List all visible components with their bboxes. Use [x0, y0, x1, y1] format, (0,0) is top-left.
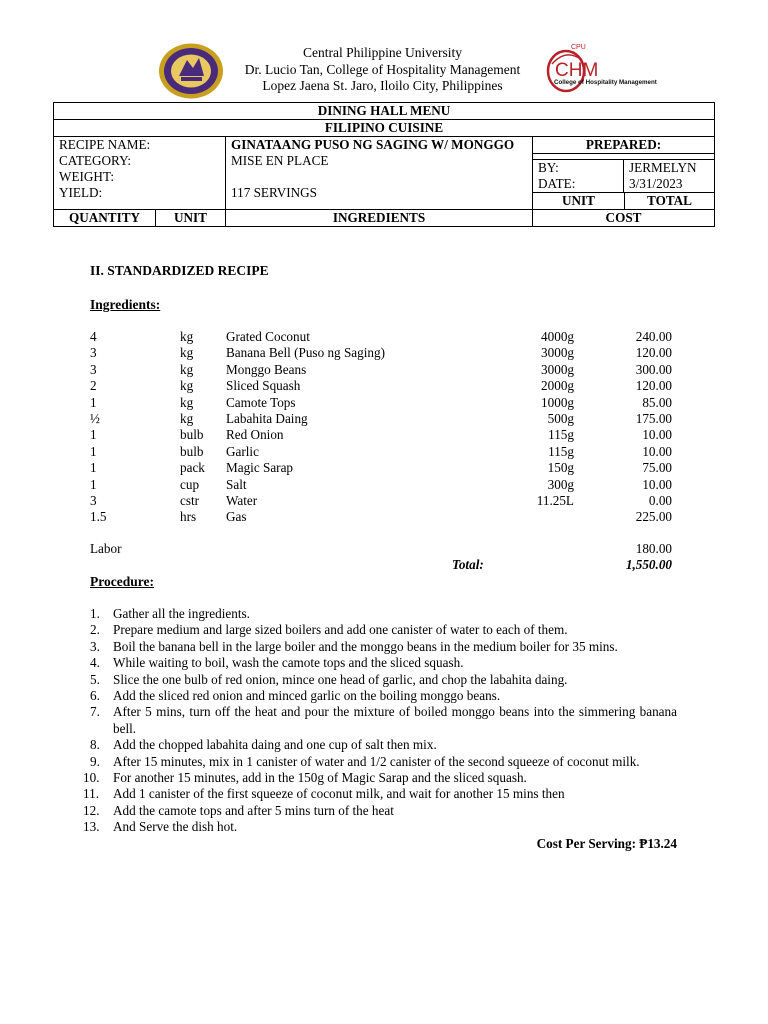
- ingredient-weight: 115g: [548, 427, 574, 443]
- ingredient-weight: 3000g: [541, 345, 574, 361]
- ingredient-unit: kg: [180, 378, 194, 394]
- weight-label: WEIGHT:: [59, 169, 115, 184]
- ingredient-name: Grated Coconut: [226, 329, 310, 344]
- total-value: 1,550.00: [625, 557, 672, 572]
- ingredient-weight: 11.25L: [536, 492, 574, 508]
- ingredient-name: Gas: [226, 509, 247, 525]
- step-text: Add the sliced red onion and minced garlic on the boiling monggo beans.: [113, 688, 501, 704]
- date-label: DATE:: [538, 176, 576, 191]
- ingredient-name: Labahita Daing: [226, 410, 308, 426]
- ingredient-unit: kg: [180, 329, 194, 344]
- ingredient-qty: 1: [90, 460, 97, 476]
- procedure-step: 6. Add the sliced red onion and minced garlic on the boiling monggo beans.: [90, 688, 501, 704]
- step-text: Prepare medium and large sized boilers and add one canister of water to each of them.: [113, 622, 568, 638]
- recipe-info-table: [53, 102, 715, 227]
- procedure-step: 3. Boil the banana bell in the large boiler and the monggo beans in the medium boiler for 35 mins.: [90, 638, 618, 654]
- ingredient-unit: cup: [180, 476, 200, 492]
- procedure-list: [83, 606, 677, 836]
- procedure-step: 12. Add the camote tops and after 5 mins turn of the heat: [83, 802, 394, 818]
- cost-per-serving: Cost Per Serving: ₱13.24: [536, 836, 677, 851]
- ingredient-row: [90, 362, 690, 378]
- ingredient-qty: 1: [90, 476, 97, 492]
- ingredient-weight: 2000g: [541, 378, 574, 394]
- step-text: And Serve the dish hot.: [113, 819, 238, 835]
- ingredient-qty: 1: [90, 427, 97, 443]
- step-text: Add the camote tops and after 5 mins turn of the heat: [113, 802, 394, 818]
- section-title: II. STANDARDIZED RECIPE: [90, 263, 269, 278]
- ingredient-row: [90, 345, 690, 361]
- ingredient-cost: 10.00: [642, 427, 672, 443]
- procedure-heading: Procedure:: [90, 574, 154, 589]
- ingredient-cost: 300.00: [635, 361, 672, 377]
- cuisine-title: FILIPINO CUISINE: [54, 120, 715, 137]
- ingredient-cost: 85.00: [642, 394, 672, 410]
- ingredient-row: [90, 329, 690, 345]
- university-seal: [157, 42, 225, 100]
- ingredient-qty: 1.5: [90, 509, 107, 525]
- ingredient-unit: kg: [180, 394, 194, 410]
- ingredient-name: Garlic: [226, 443, 259, 459]
- ingredient-cost: 0.00: [648, 492, 672, 508]
- ingredient-qty: 3: [90, 345, 97, 361]
- ingredient-qty: 4: [90, 329, 97, 344]
- procedure-step: 5. Slice the one bulb of red onion, mince one head of garlic, and chop the labahita daing.: [90, 671, 568, 687]
- procedure-step: 13. And Serve the dish hot.: [83, 819, 238, 835]
- col-ingredients: INGREDIENTS: [226, 210, 533, 227]
- procedure-step: 10. For another 15 minutes, add in the 150g of Magic Sarap and the sliced squash.: [83, 770, 527, 786]
- prepared-cell: [533, 137, 715, 210]
- ingredient-row: [90, 395, 690, 411]
- procedure-step: 2. Prepare medium and large sized boilers and add one canister of water to each of them.: [90, 622, 568, 638]
- ingredient-name: Red Onion: [226, 427, 284, 443]
- labor-row: [90, 541, 690, 557]
- chm-logo: [544, 42, 679, 98]
- university-address: Lopez Jaena St. Jaro, Iloilo City, Philippines: [262, 78, 503, 93]
- ingredient-row: [90, 427, 690, 443]
- ingredient-name: Magic Sarap: [226, 460, 294, 476]
- ingredient-weight: 4000g: [541, 329, 574, 344]
- ingredients-heading: Ingredients:: [90, 297, 161, 312]
- ingredient-row: [90, 477, 690, 493]
- step-text: Add the chopped labahita daing and one cup of salt then mix.: [113, 737, 437, 753]
- step-text: After 5 mins, turn off the heat and pour the mixture of boiled monggo beans into the simmering banana bell.: [113, 704, 677, 736]
- ingredient-name: Sliced Squash: [226, 378, 301, 394]
- prepared-by: JERMELYN: [629, 160, 697, 175]
- ingredient-row: [90, 444, 690, 460]
- ingredient-unit: cstr: [180, 492, 200, 508]
- yield-label: YIELD:: [59, 185, 103, 200]
- ingredient-name: Water: [226, 492, 258, 508]
- labor-cost: 180.00: [635, 541, 672, 556]
- procedure-step: 9. After 15 minutes, mix in 1 canister of water and 1/2 canister of the second squeeze of coconut milk.: [90, 753, 640, 769]
- university-name: Central Philippine University: [303, 45, 462, 60]
- ingredient-name: Salt: [226, 476, 247, 492]
- ingredient-unit: kg: [180, 410, 194, 426]
- ingredient-weight: 500g: [547, 410, 574, 426]
- step-text: Boil the banana bell in the large boiler and the monggo beans in the medium boiler for 35 mins.: [113, 638, 618, 654]
- step-text: Gather all the ingredients.: [113, 606, 250, 621]
- ingredient-qty: ½: [90, 410, 100, 426]
- procedure-step: 8. Add the chopped labahita daing and one cup of salt then mix.: [90, 737, 437, 753]
- col-quantity: QUANTITY: [54, 210, 156, 227]
- ingredient-unit: hrs: [180, 509, 197, 525]
- ingredient-unit: kg: [180, 361, 194, 377]
- prepared-date: 3/31/2023: [629, 176, 683, 191]
- yield-value: 117 SERVINGS: [231, 185, 318, 200]
- ingredient-weight: 115g: [548, 443, 574, 459]
- ingredient-name: Monggo Beans: [226, 361, 307, 377]
- ingredient-cost: 120.00: [635, 345, 672, 361]
- ingredient-cost: 225.00: [635, 509, 672, 525]
- col-cost: COST: [533, 210, 715, 227]
- logo-caption: College of Hospitality Management: [554, 79, 657, 86]
- ingredient-weight: 150g: [547, 460, 574, 476]
- ingredient-qty: 3: [90, 492, 97, 508]
- ingredient-cost: 240.00: [635, 329, 672, 344]
- ingredient-unit: kg: [180, 345, 194, 361]
- col-unit: UNIT: [156, 210, 226, 227]
- step-text: Add 1 canister of the first squeeze of coconut milk, and wait for another 15 mins then: [113, 786, 565, 802]
- recipe-name-label: RECIPE NAME:: [59, 137, 151, 152]
- ingredient-qty: 1: [90, 394, 97, 410]
- procedure-step: 4. While waiting to boil, wash the camote tops and the sliced squash.: [90, 655, 464, 671]
- college-name: Dr. Lucio Tan, College of Hospitality Management: [244, 61, 521, 77]
- ingredient-row: [90, 493, 690, 509]
- by-label: BY:: [538, 160, 559, 175]
- recipe-labels-cell: [54, 137, 226, 210]
- ingredient-weight: 1000g: [541, 394, 574, 410]
- ingredient-weight: 300g: [547, 476, 574, 492]
- step-text: After 15 minutes, mix in 1 canister of water and 1/2 canister of the second squeeze of coconut milk.: [113, 753, 640, 769]
- total-label: Total:: [452, 557, 484, 572]
- recipe-name: GINATAANG PUSO NG SAGING W/ MONGGO: [231, 137, 515, 152]
- unit-subheader: UNIT: [533, 193, 625, 209]
- menu-title: DINING HALL MENU: [54, 103, 715, 120]
- ingredient-qty: 2: [90, 378, 97, 394]
- ingredient-name: Banana Bell (Puso ng Saging): [226, 345, 385, 361]
- procedure-step: 1. Gather all the ingredients.: [90, 606, 250, 621]
- ingredient-qty: 1: [90, 443, 97, 459]
- ingredient-row: [90, 460, 690, 476]
- category-value: MISE EN PLACE: [231, 153, 329, 168]
- ingredient-row: [90, 509, 690, 525]
- recipe-values-cell: [226, 137, 533, 210]
- ingredient-weight: 3000g: [541, 361, 574, 377]
- labor-label: Labor: [90, 541, 122, 556]
- ingredient-cost: 75.00: [642, 460, 672, 476]
- category-label: CATEGORY:: [59, 153, 132, 168]
- ingredient-qty: 3: [90, 361, 97, 377]
- ingredient-unit: bulb: [180, 443, 204, 459]
- step-text: Slice the one bulb of red onion, mince one head of garlic, and chop the labahita daing.: [113, 671, 568, 687]
- university-header: [230, 45, 535, 95]
- ingredient-cost: 175.00: [635, 410, 672, 426]
- procedure-step: 7. After 5 mins, turn off the heat and pour the mixture of boiled monggo beans into the simmering banana bell.: [90, 704, 677, 736]
- ingredient-name: Camote Tops: [226, 394, 296, 410]
- ingredient-list: [90, 329, 690, 526]
- ingredient-unit: bulb: [180, 427, 204, 443]
- step-text: For another 15 minutes, add in the 150g of Magic Sarap and the sliced squash.: [113, 770, 527, 786]
- ingredient-unit: pack: [180, 460, 205, 476]
- ingredient-cost: 10.00: [642, 443, 672, 459]
- ingredient-cost: 10.00: [642, 476, 672, 492]
- ingredient-row: [90, 378, 690, 394]
- total-subheader: TOTAL: [647, 193, 692, 208]
- procedure-step: 11. Add 1 canister of the first squeeze of coconut milk, and wait for another 15 mins then: [83, 786, 565, 802]
- step-text: While waiting to boil, wash the camote tops and the sliced squash.: [113, 655, 464, 671]
- ingredient-row: [90, 411, 690, 427]
- logo-cpu-text: CPU: [571, 44, 586, 51]
- ingredient-cost: 120.00: [635, 378, 672, 394]
- prepared-label: PREPARED:: [533, 137, 714, 154]
- logo-mark-text: CHM: [555, 60, 599, 81]
